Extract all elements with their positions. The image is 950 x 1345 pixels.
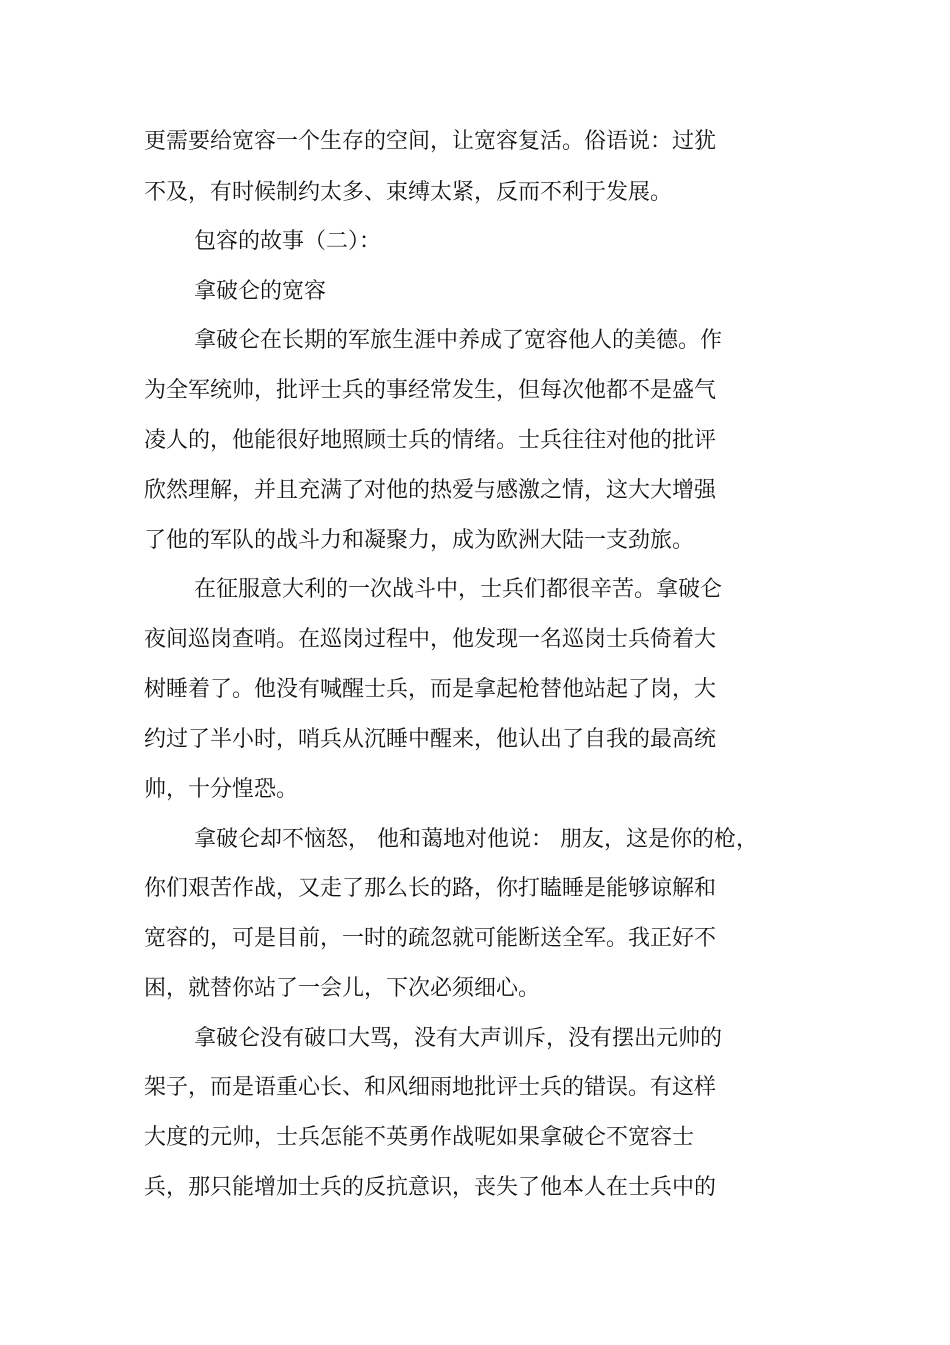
text-line: 树睡着了。他没有喊醒士兵，而是拿起枪替他站起了岗，大 <box>144 677 717 702</box>
text-line: 架子，而是语重心长、和风细雨地批评士兵的错误。有这样 <box>144 1075 717 1100</box>
text-line: 夜间巡岗查哨。在巡岗过程中，他发现一名巡岗士兵倚着大 <box>144 627 717 652</box>
text-line: 不及，有时候制约太多、束缚太紧，反而不利于发展。 <box>144 180 673 205</box>
text-line: 约过了半小时，哨兵从沉睡中醒来，他认出了自我的最高统 <box>144 727 717 752</box>
text-line: 在征服意大利的一次战斗中，士兵们都很辛苦。拿破仑 <box>194 577 723 602</box>
text-line: 拿破仑在长期的军旅生涯中养成了宽容他人的美德。作 <box>194 328 723 353</box>
text-line: 拿破仑却不恼怒， 他和蔼地对他说： 朋友，这是你的枪， <box>194 827 758 852</box>
text-line: 帅，十分惶恐。 <box>144 777 299 802</box>
text-line: 了他的军队的战斗力和凝聚力，成为欧洲大陆一支劲旅。 <box>144 528 695 553</box>
text-line: 更需要给宽容一个生存的空间，让宽容复活。俗语说：过犹 <box>144 129 717 154</box>
text-line: 宽容的，可是目前，一时的疏忽就可能断送全军。我正好不 <box>144 926 717 951</box>
text-line: 你们艰苦作战，又走了那么长的路，你打瞌睡是能够谅解和 <box>144 876 717 901</box>
text-line: 欣然理解，并且充满了对他的热爱与感激之情，这大大增强 <box>144 478 717 503</box>
text-line: 困，就替你站了一会儿，下次必须细心。 <box>144 976 541 1001</box>
text-line: 兵，那只能增加士兵的反抗意识，丧失了他本人在士兵中的 <box>144 1175 717 1200</box>
section-heading: 包容的故事（二）： <box>194 229 382 254</box>
text-line: 凌人的，他能很好地照顾士兵的情绪。士兵往往对他的批评 <box>144 428 717 453</box>
text-line: 大度的元帅，士兵怎能不英勇作战呢如果拿破仑不宽容士 <box>144 1125 695 1150</box>
story-title: 拿破仑的宽容 <box>194 279 327 304</box>
text-line: 拿破仑没有破口大骂，没有大声训斥，没有摆出元帅的 <box>194 1026 723 1051</box>
text-line: 为全军统帅，批评士兵的事经常发生，但每次他都不是盛气 <box>144 378 717 403</box>
